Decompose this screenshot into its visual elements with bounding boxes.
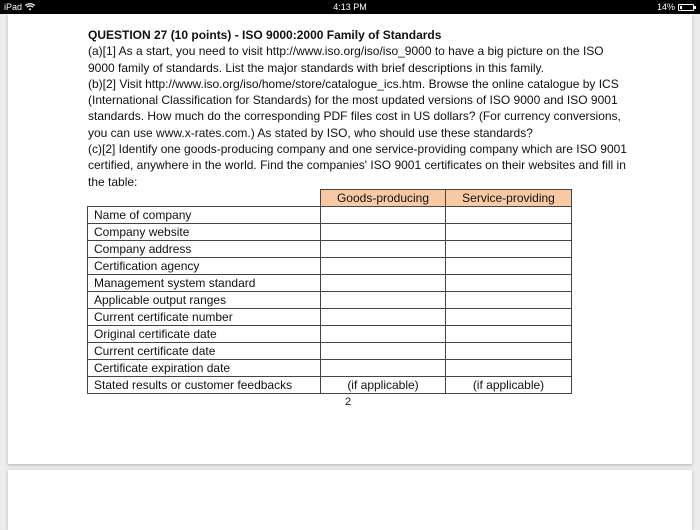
service-providing-cell[interactable] — [446, 207, 572, 224]
question-part-b: (b)[2] Visit http://www.iso.org/iso/home/store/catalogue_ics.htm. Browse the online catalogue by ICS (International Classification for Standards) for the most updated versions of ISO 9000 and ISO 9001 standards. How much do the corresponding PDF files cost in US dollars? (For currency conversions, you can use www.x-rates.com.) As stated by ISO, who should use these standards? — [88, 76, 621, 140]
device-label: iPad — [4, 2, 23, 12]
table-row — [88, 224, 572, 241]
table-row — [88, 360, 572, 377]
goods-producing-cell[interactable]: (if applicable) — [321, 377, 446, 394]
row-label: Certificate expiration date — [88, 360, 321, 377]
service-providing-cell[interactable] — [446, 292, 572, 309]
table-row — [88, 343, 572, 360]
row-label: Applicable output ranges — [88, 292, 321, 309]
goods-producing-cell[interactable] — [321, 309, 446, 326]
question-text — [88, 27, 628, 190]
row-label: Current certificate number — [88, 309, 321, 326]
goods-producing-cell[interactable] — [321, 275, 446, 292]
table-row — [88, 377, 572, 394]
row-label: Stated results or customer feedbacks — [88, 377, 321, 394]
status-bar-right — [657, 0, 694, 14]
battery-icon — [678, 4, 694, 11]
question-part-c: (c)[2] Identify one goods-producing company and one service-providing company which are ISO 9001 certified, anywhere in the world. Find the companies' ISO 9001 certificates on their websites and fill in the table: — [88, 142, 627, 189]
service-providing-cell[interactable] — [446, 275, 572, 292]
certificate-table — [87, 189, 572, 394]
status-time: 4:13 PM — [333, 2, 367, 12]
goods-producing-cell[interactable] — [321, 343, 446, 360]
service-providing-cell[interactable] — [446, 309, 572, 326]
goods-producing-cell[interactable] — [321, 292, 446, 309]
question-part-a: (a)[1] As a start, you need to visit http://www.iso.org/iso/iso_9000 to have a big picture on the ISO 9000 family of standards. List the major standards with brief descriptions in this family. — [88, 44, 604, 75]
goods-producing-cell[interactable] — [321, 224, 446, 241]
goods-producing-cell[interactable] — [321, 207, 446, 224]
row-label: Original certificate date — [88, 326, 321, 343]
goods-producing-cell[interactable] — [321, 326, 446, 343]
row-label: Company website — [88, 224, 321, 241]
service-providing-cell[interactable] — [446, 360, 572, 377]
table-row — [88, 258, 572, 275]
question-title: QUESTION 27 (10 points) - ISO 9000:2000 Family of Standards — [88, 28, 442, 42]
table-header-service: Service-providing — [446, 190, 572, 207]
goods-producing-cell[interactable] — [321, 241, 446, 258]
table-header-blank — [88, 190, 321, 207]
table-row — [88, 309, 572, 326]
service-providing-cell[interactable] — [446, 343, 572, 360]
row-label: Name of company — [88, 207, 321, 224]
row-label: Management system standard — [88, 275, 321, 292]
row-label: Current certificate date — [88, 343, 321, 360]
table-row — [88, 292, 572, 309]
service-providing-cell[interactable] — [446, 326, 572, 343]
table-header-row — [88, 190, 572, 207]
service-providing-cell[interactable] — [446, 258, 572, 275]
row-label: Certification agency — [88, 258, 321, 275]
row-label: Company address — [88, 241, 321, 258]
table-row — [88, 275, 572, 292]
service-providing-cell[interactable]: (if applicable) — [446, 377, 572, 394]
status-bar — [0, 0, 700, 14]
service-providing-cell[interactable] — [446, 224, 572, 241]
next-page — [8, 470, 692, 530]
goods-producing-cell[interactable] — [321, 258, 446, 275]
goods-producing-cell[interactable] — [321, 360, 446, 377]
table-row — [88, 241, 572, 258]
table-row — [88, 207, 572, 224]
table-header-goods: Goods-producing — [321, 190, 446, 207]
document-page — [8, 14, 692, 464]
battery-percent: 14% — [656, 2, 675, 12]
table-row — [88, 326, 572, 343]
service-providing-cell[interactable] — [446, 241, 572, 258]
page-number: 2 — [344, 396, 352, 408]
